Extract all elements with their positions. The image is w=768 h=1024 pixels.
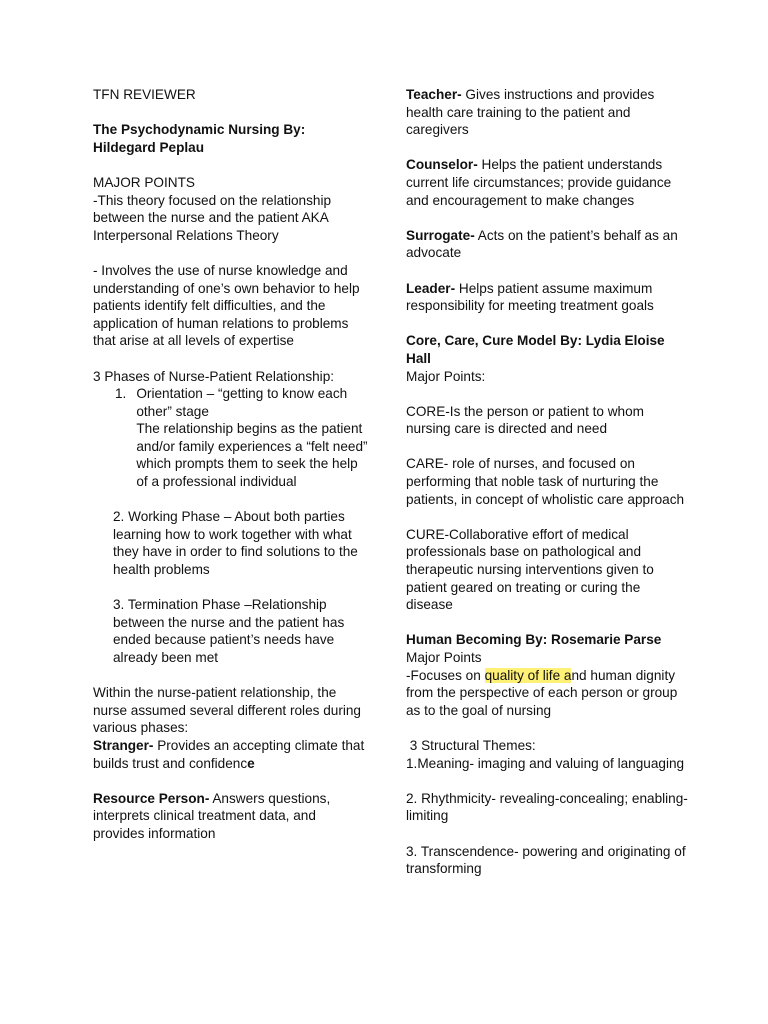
hall-major-points-label: Major Points:	[406, 368, 486, 384]
stranger-text: Provides an accepting climate that builds trust and confidenc	[93, 737, 365, 771]
parse-focus-point	[406, 667, 688, 720]
stranger-label: Stranger-	[93, 737, 154, 753]
theme-1: 1.Meaning- imaging and valuing of languaging	[406, 755, 685, 771]
resource-text: Answers questions, interprets clinical treatment data, and provides information	[93, 790, 331, 841]
theme-2: 2. Rhythmicity- revealing-concealing; enabling-limiting	[406, 790, 688, 824]
right-column	[406, 86, 688, 878]
resource-person-role	[93, 790, 368, 843]
leader-role	[406, 280, 688, 315]
phase-3-item: 3. Termination Phase –Relationship between the nurse and the patient has ended because patient’s needs have already been met	[113, 597, 345, 665]
focus-pre: -Focuses on	[406, 667, 485, 683]
document-title: TFN REVIEWER	[93, 87, 196, 102]
surrogate-text: Acts on the patient’s behalf as an advocate	[406, 227, 678, 261]
phases-heading: 3 Phases of Nurse-Patient Relationship:	[93, 368, 335, 384]
leader-label: Leader-	[406, 280, 456, 296]
teacher-role	[406, 86, 688, 139]
quality-of-life-highlight: quality of life a	[484, 667, 572, 683]
roles-intro: Within the nurse-patient relationship, the nurse assumed several different roles during various phases:	[93, 685, 361, 736]
stranger-role	[93, 737, 368, 772]
phase-1-item	[93, 385, 368, 491]
phase-2-item: 2. Working Phase – About both parties learning how to work together with what they have in order to find solutions to the health problems	[113, 509, 358, 578]
care-point: CARE- role of nurses, and focused on performing that noble task of nurturing the patients, in concept of wholistic care approach	[406, 456, 685, 507]
surrogate-role	[406, 227, 688, 262]
major-point-2: - Involves the use of nurse knowledge and understanding of one’s own behavior to help patients identify felt difficulties, and the application of human relations to problems that arise at all levels of expertise	[93, 262, 360, 349]
teacher-label: Teacher-	[406, 87, 462, 102]
resource-label: Resource Person-	[93, 790, 210, 806]
hall-heading: Core, Care, Cure Model By: Lydia Eloise Hall	[406, 333, 665, 366]
major-points-label: MAJOR POINTS	[93, 174, 195, 190]
counselor-text: Helps the patient understands current life circumstances; provide guidance and encouragement to make changes	[406, 157, 672, 208]
parse-heading: Human Becoming By: Rosemarie Parse	[406, 632, 662, 648]
theme-3: 3. Transcendence- powering and originating of transforming	[406, 843, 686, 877]
phase-1-number: 1.	[115, 386, 127, 402]
leader-text: Helps patient assume maximum responsibility for meeting treatment goals	[406, 280, 654, 314]
left-column	[93, 86, 368, 843]
cure-point: CURE-Collaborative effort of medical professionals base on pathological and therapeutic nursing interventions given to patient geared on treating or curing the disease	[406, 526, 654, 613]
parse-major-points-label: Major Points	[406, 650, 482, 665]
counselor-role	[406, 156, 688, 209]
surrogate-label: Surrogate-	[406, 227, 475, 243]
stranger-last-char: e	[247, 755, 255, 771]
phase-1-description: The relationship begins as the patient and/or family experiences a “felt need” which prompts them to seek the help of a professional individual	[136, 421, 368, 490]
major-point-1: -This theory focused on the relationship between the nurse and the patient AKA Interpersonal Relations Theory	[93, 192, 332, 243]
counselor-label: Counselor-	[406, 157, 478, 173]
teacher-text: Gives instructions and provides health care training to the patient and caregivers	[406, 87, 655, 138]
core-point: CORE-Is the person or patient to whom nursing care is directed and need	[406, 403, 644, 437]
themes-heading: 3 Structural Themes:	[406, 737, 536, 753]
peplau-heading: The Psychodynamic Nursing By: Hildegard Peplau	[93, 122, 306, 155]
focus-post: nd human dignity from the perspective of each person or group as to the goal of nursing	[406, 667, 678, 718]
phase-1-title: Orientation – “getting to know each other” stage	[136, 386, 348, 419]
